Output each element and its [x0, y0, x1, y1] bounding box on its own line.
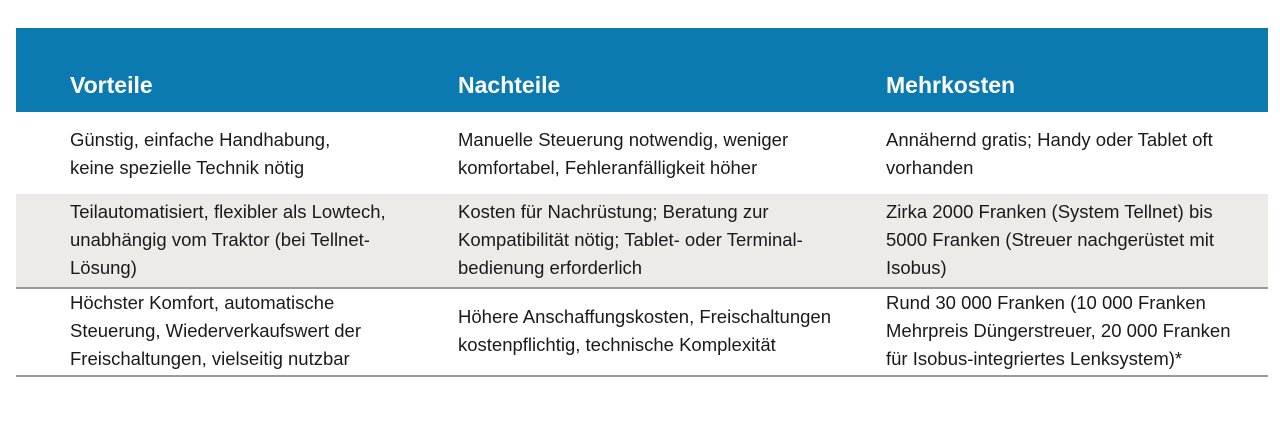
header-nachteile: Nachteile — [458, 72, 561, 98]
cell-vorteile: Höchster Komfort, automatische Steuerung, Wiederverkaufswert der Freischaltungen, vielseitig nutzbar — [70, 292, 361, 369]
table-row — [16, 194, 1268, 289]
cell-nachteile: Kosten für Nachrüstung; Beratung zur Kompatibilität nötig; Tablet- oder Terminal- bedienung erforderlich — [458, 201, 803, 278]
cell-vorteile: Günstig, einfache Handhabung, keine spezielle Technik nötig — [70, 129, 331, 178]
cell-mehrkosten: Zirka 2000 Franken (System Tellnet) bis 5000 Franken (Streuer nachgerüstet mit Isobus) — [886, 201, 1215, 278]
cell-mehrkosten: Rund 30 000 Franken (10 000 Franken Mehrpreis Düngerstreuer, 20 000 Franken für Isobus-integriertes Lenksystem)* — [886, 292, 1231, 369]
cell-nachteile: Höhere Anschaffungskosten, Freischaltungen kostenpflichtig, technische Komplexität — [458, 306, 831, 355]
table-row — [16, 112, 1268, 194]
table-header — [16, 28, 1268, 112]
comparison-table — [16, 28, 1268, 377]
header-vorteile: Vorteile — [70, 72, 153, 98]
cell-vorteile: Teilautomatisiert, flexibler als Lowtech, unabhängig vom Traktor (bei Tellnet- Lösung) — [70, 201, 386, 278]
header-mehrkosten: Mehrkosten — [886, 72, 1016, 98]
cell-mehrkosten: Annähernd gratis; Handy oder Tablet oft vorhanden — [886, 129, 1213, 178]
cell-nachteile: Manuelle Steuerung notwendig, weniger komfortabel, Fehleranfälligkeit höher — [458, 129, 789, 178]
table-row — [16, 289, 1268, 377]
